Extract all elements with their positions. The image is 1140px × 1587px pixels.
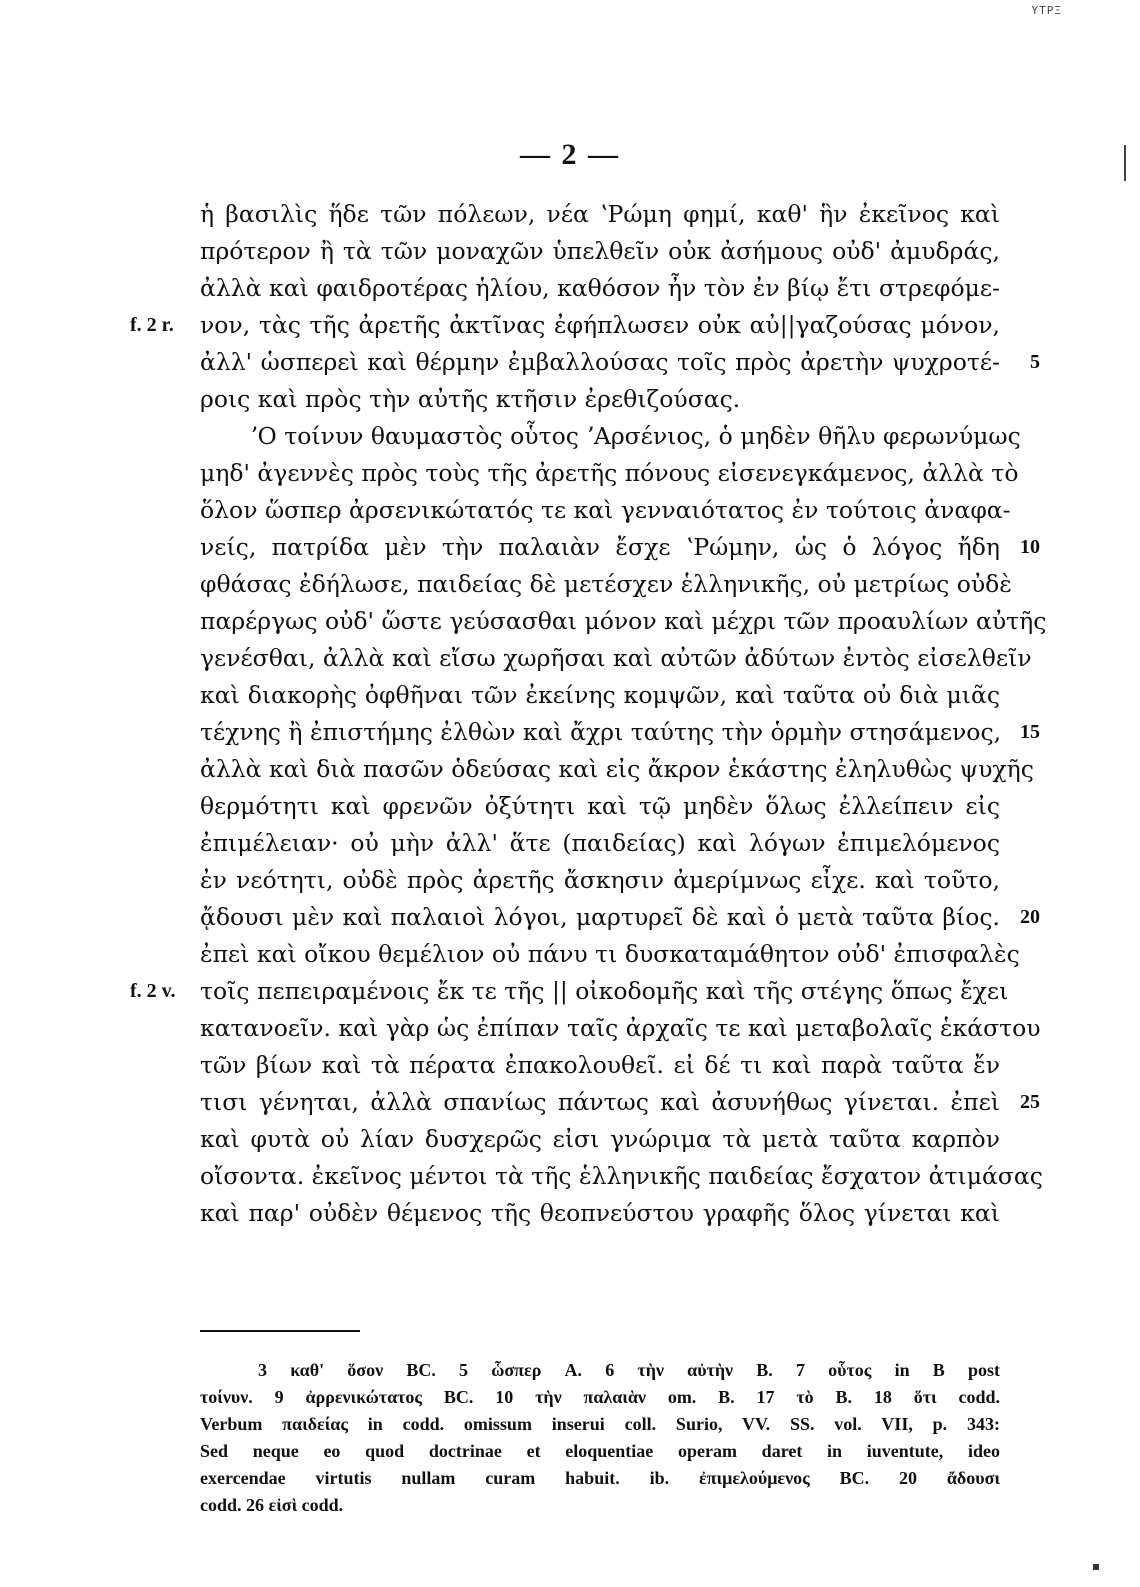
text-line-content: ὅλον ὥσπερ ἀρσενικώτατός τε καὶ γενναιότατος ἐν τούτοις ἀναφα- (200, 496, 1011, 524)
text-line-content: ἐπεὶ καὶ οἴκου θεμέλιον οὐ πάνυ τι δυσκαταμάθητον οὐδ' ἐπισφαλὲς (200, 940, 1020, 968)
text-line-content: φθάσας ἐδήλωσε, παιδείας δὲ μετέσχεν ἑλληνικῆς, οὐ μετρίως οὐδὲ (200, 570, 1012, 598)
text-line-25 (200, 1084, 1040, 1121)
footnote-line-3: Verbum παιδείας in codd. omissum inserui coll. Surio, VV. SS. vol. VII, p. 343: (200, 1414, 1000, 1434)
text-line-28 (200, 1195, 1000, 1232)
footnote-line-6: codd. 26 εἰσὶ codd. (200, 1495, 344, 1515)
text-line-12 (200, 603, 1047, 640)
text-line-content: ʼΟ τοίνυν θαυμαστὸς οὗτος ʼΑρσένιος, ὁ μηδὲν θῆλυ φερωνύμως (250, 422, 1021, 450)
page-number: — 2 — (520, 138, 620, 171)
line-number-20: 20 (1020, 906, 1040, 928)
text-line-content: πρότερον ἢ τὰ τῶν μοναχῶν ὑπελθεῖν οὐκ ἀσήμους οὐδ' ἀμυδράς, (200, 237, 1000, 265)
main-text-block (130, 196, 1047, 1232)
text-line-content: καὶ διακορὴς ὀφθῆναι τῶν ἐκείνης κομψῶν, καὶ ταῦτα οὐ διὰ μιᾶς (200, 681, 1000, 709)
text-line-content: μηδ' ἀγεννὲς πρὸς τοὺς τῆς ἀρετῆς πόνους εἰσενεγκάμενος, ἀλλὰ τὸ (200, 459, 1019, 487)
folio-marker-verso: f. 2 v. (130, 980, 176, 1002)
text-line-7 (200, 418, 1021, 455)
text-line-content: τέχνης ἢ ἐπιστήμης ἐλθὼν καὶ ἄχρι ταύτης τὴν ὁρμὴν στησάμενος, (200, 718, 1002, 746)
text-line-2 (200, 233, 1000, 270)
text-line-11 (200, 566, 1012, 603)
text-line-content: παρέργως οὐδ' ὥστε γεύσασθαι μόνον καὶ μέχρι τῶν προαυλίων αὐτῆς (200, 607, 1047, 635)
text-line-content: τισι γένηται, ἀλλὰ σπανίως πάντως καὶ ἀσυνήθως γίνεται. ἐπεὶ (200, 1088, 1000, 1116)
text-line-content: ἐπιμέλειαν· οὐ μὴν ἀλλ' ἅτε (παιδείας) καὶ λόγων ἐπιμελόμενος (200, 829, 1000, 857)
text-line-content: κατανοεῖν. καὶ γὰρ ὡς ἐπίπαν ταῖς ἀρχαῖς τε καὶ μεταβολαῖς ἑκάστου (200, 1014, 1041, 1042)
text-line-16 (200, 751, 1034, 788)
text-line-content: γενέσθαι, ἀλλὰ καὶ εἴσω χωρῆσαι καὶ αὐτῶν ἀδύτων ἐντὸς εἰσελθεῖν (200, 644, 1032, 672)
text-line-26 (200, 1121, 1000, 1158)
text-line-content: οἴσοντα. ἐκεῖνος μέντοι τὰ τῆς ἑλληνικῆς παιδείας ἔσχατον ἀτιμάσας (200, 1162, 1043, 1190)
text-line-5 (200, 344, 1040, 381)
text-line-27 (200, 1158, 1043, 1195)
text-line-content: καὶ παρ' οὐδὲν θέμενος τῆς θεοπνεύστου γραφῆς ὅλος γίνεται καὶ (200, 1199, 1000, 1227)
critical-apparatus (200, 1357, 1000, 1519)
text-line-20 (200, 899, 1040, 936)
text-line-content: ἡ βασιλὶς ἥδε τῶν πόλεων, νέα ʽΡώμη φημί, καθ' ἣν ἐκεῖνος καὶ (200, 200, 1000, 228)
text-line-9 (200, 492, 1011, 529)
text-line-content: ἀλλὰ καὶ διὰ πασῶν ὁδεύσας καὶ εἰς ἄκρον ἑκάστης ἐληλυθὼς ψυχῆς (200, 755, 1034, 783)
text-line-3 (200, 270, 1000, 307)
text-line-content: νείς, πατρίδα μὲν τὴν παλαιὰν ἔσχε ʽΡώμην, ὡς ὁ λόγος ἤδη (200, 533, 1000, 561)
text-line-8 (200, 455, 1019, 492)
text-line-content: νον, τὰς τῆς ἀρετῆς ἀκτῖνας ἐφήπλωσεν οὐκ αὐ||γαζούσας μόνον, (200, 311, 1000, 339)
text-line-1 (200, 196, 1000, 233)
text-line-13 (200, 640, 1032, 677)
text-line-18 (200, 825, 1000, 862)
line-number-5: 5 (1030, 351, 1040, 373)
text-line-19 (200, 862, 1000, 899)
text-line-content: τῶν βίων καὶ τὰ πέρατα ἐπακολουθεῖ. εἰ δέ τι καὶ παρὰ ταῦτα ἔν (200, 1051, 1000, 1079)
line-number-25: 25 (1020, 1091, 1040, 1113)
footnote-line-4: Sed neque eo quod doctrinae et eloquentiae operam daret in iuventute, ideo (200, 1441, 1000, 1461)
text-line-content: καὶ φυτὰ οὐ λίαν δυσχερῶς εἰσι γνώριμα τὰ μετὰ ταῦτα καρπὸν (200, 1125, 1000, 1153)
text-line-10 (200, 529, 1040, 566)
text-line-4 (130, 307, 1000, 344)
text-line-24 (200, 1047, 1000, 1084)
footnote-separator-rule (200, 1330, 360, 1332)
text-line-content: ἐν νεότητι, οὐδὲ πρὸς ἀρετῆς ἄσκησιν ἀμερίμνως εἶχε. καὶ τοῦτο, (200, 866, 1000, 894)
text-line-15 (200, 714, 1040, 751)
footnote-line-5: exercendae virtutis nullam curam habuit. ib. ἐπιμελούμενος BC. 20 ἄδουσι (200, 1468, 1000, 1488)
text-line-17 (200, 788, 1000, 825)
text-line-content: θερμότητι καὶ φρενῶν ὀξύτητι καὶ τῷ μηδὲν ὅλως ἐλλείπειν εἰς (200, 792, 1000, 820)
text-line-content: ἀλλ' ὡσπερεὶ καὶ θέρμην ἐμβαλλούσας τοῖς πρὸς ἀρετὴν ψυχροτέ- (200, 348, 1000, 376)
text-line-content: ἀλλὰ καὶ φαιδροτέρας ἡλίου, καθόσον ἦν τὸν ἐν βίῳ ἔτι στρεφόμε- (200, 274, 1000, 302)
text-line-23 (200, 1010, 1041, 1047)
folio-marker-recto: f. 2 r. (130, 314, 174, 336)
corner-scan-mark-bottom: ▪ (1091, 1559, 1100, 1573)
text-line-content: ᾄδουσι μὲν καὶ παλαιοὶ λόγοι, μαρτυρεῖ δὲ καὶ ὁ μετὰ ταῦτα βίος. (200, 903, 1000, 931)
text-line-22 (130, 973, 1009, 1010)
text-line-6 (200, 381, 1000, 418)
footnote-line-1: 3 καθ' ὅσον BC. 5 ὧσπερ A. 6 τὴν αὐτὴν B. 7 οὗτος in B post (258, 1360, 1000, 1380)
footnote-line-2: τοίνυν. 9 ἀρρενικώτατος BC. 10 τὴν παλαιὰν om. B. 17 τὸ B. 18 ὅτι codd. (200, 1387, 1000, 1407)
text-line-21 (200, 936, 1020, 973)
line-number-15: 15 (1020, 721, 1040, 743)
text-line-content: τοῖς πεπειραμένοις ἔκ τε τῆς || οἰκοδομῆς καὶ τῆς στέγης ὅπως ἔχει (200, 977, 1009, 1005)
corner-scan-mark: ΥΤΡΞ (1031, 4, 1062, 17)
text-line-content: ροις καὶ πρὸς τὴν αὐτῆς κτῆσιν ἐρεθιζούσας. (200, 385, 741, 413)
line-number-10: 10 (1020, 536, 1040, 558)
text-line-14 (200, 677, 1000, 714)
